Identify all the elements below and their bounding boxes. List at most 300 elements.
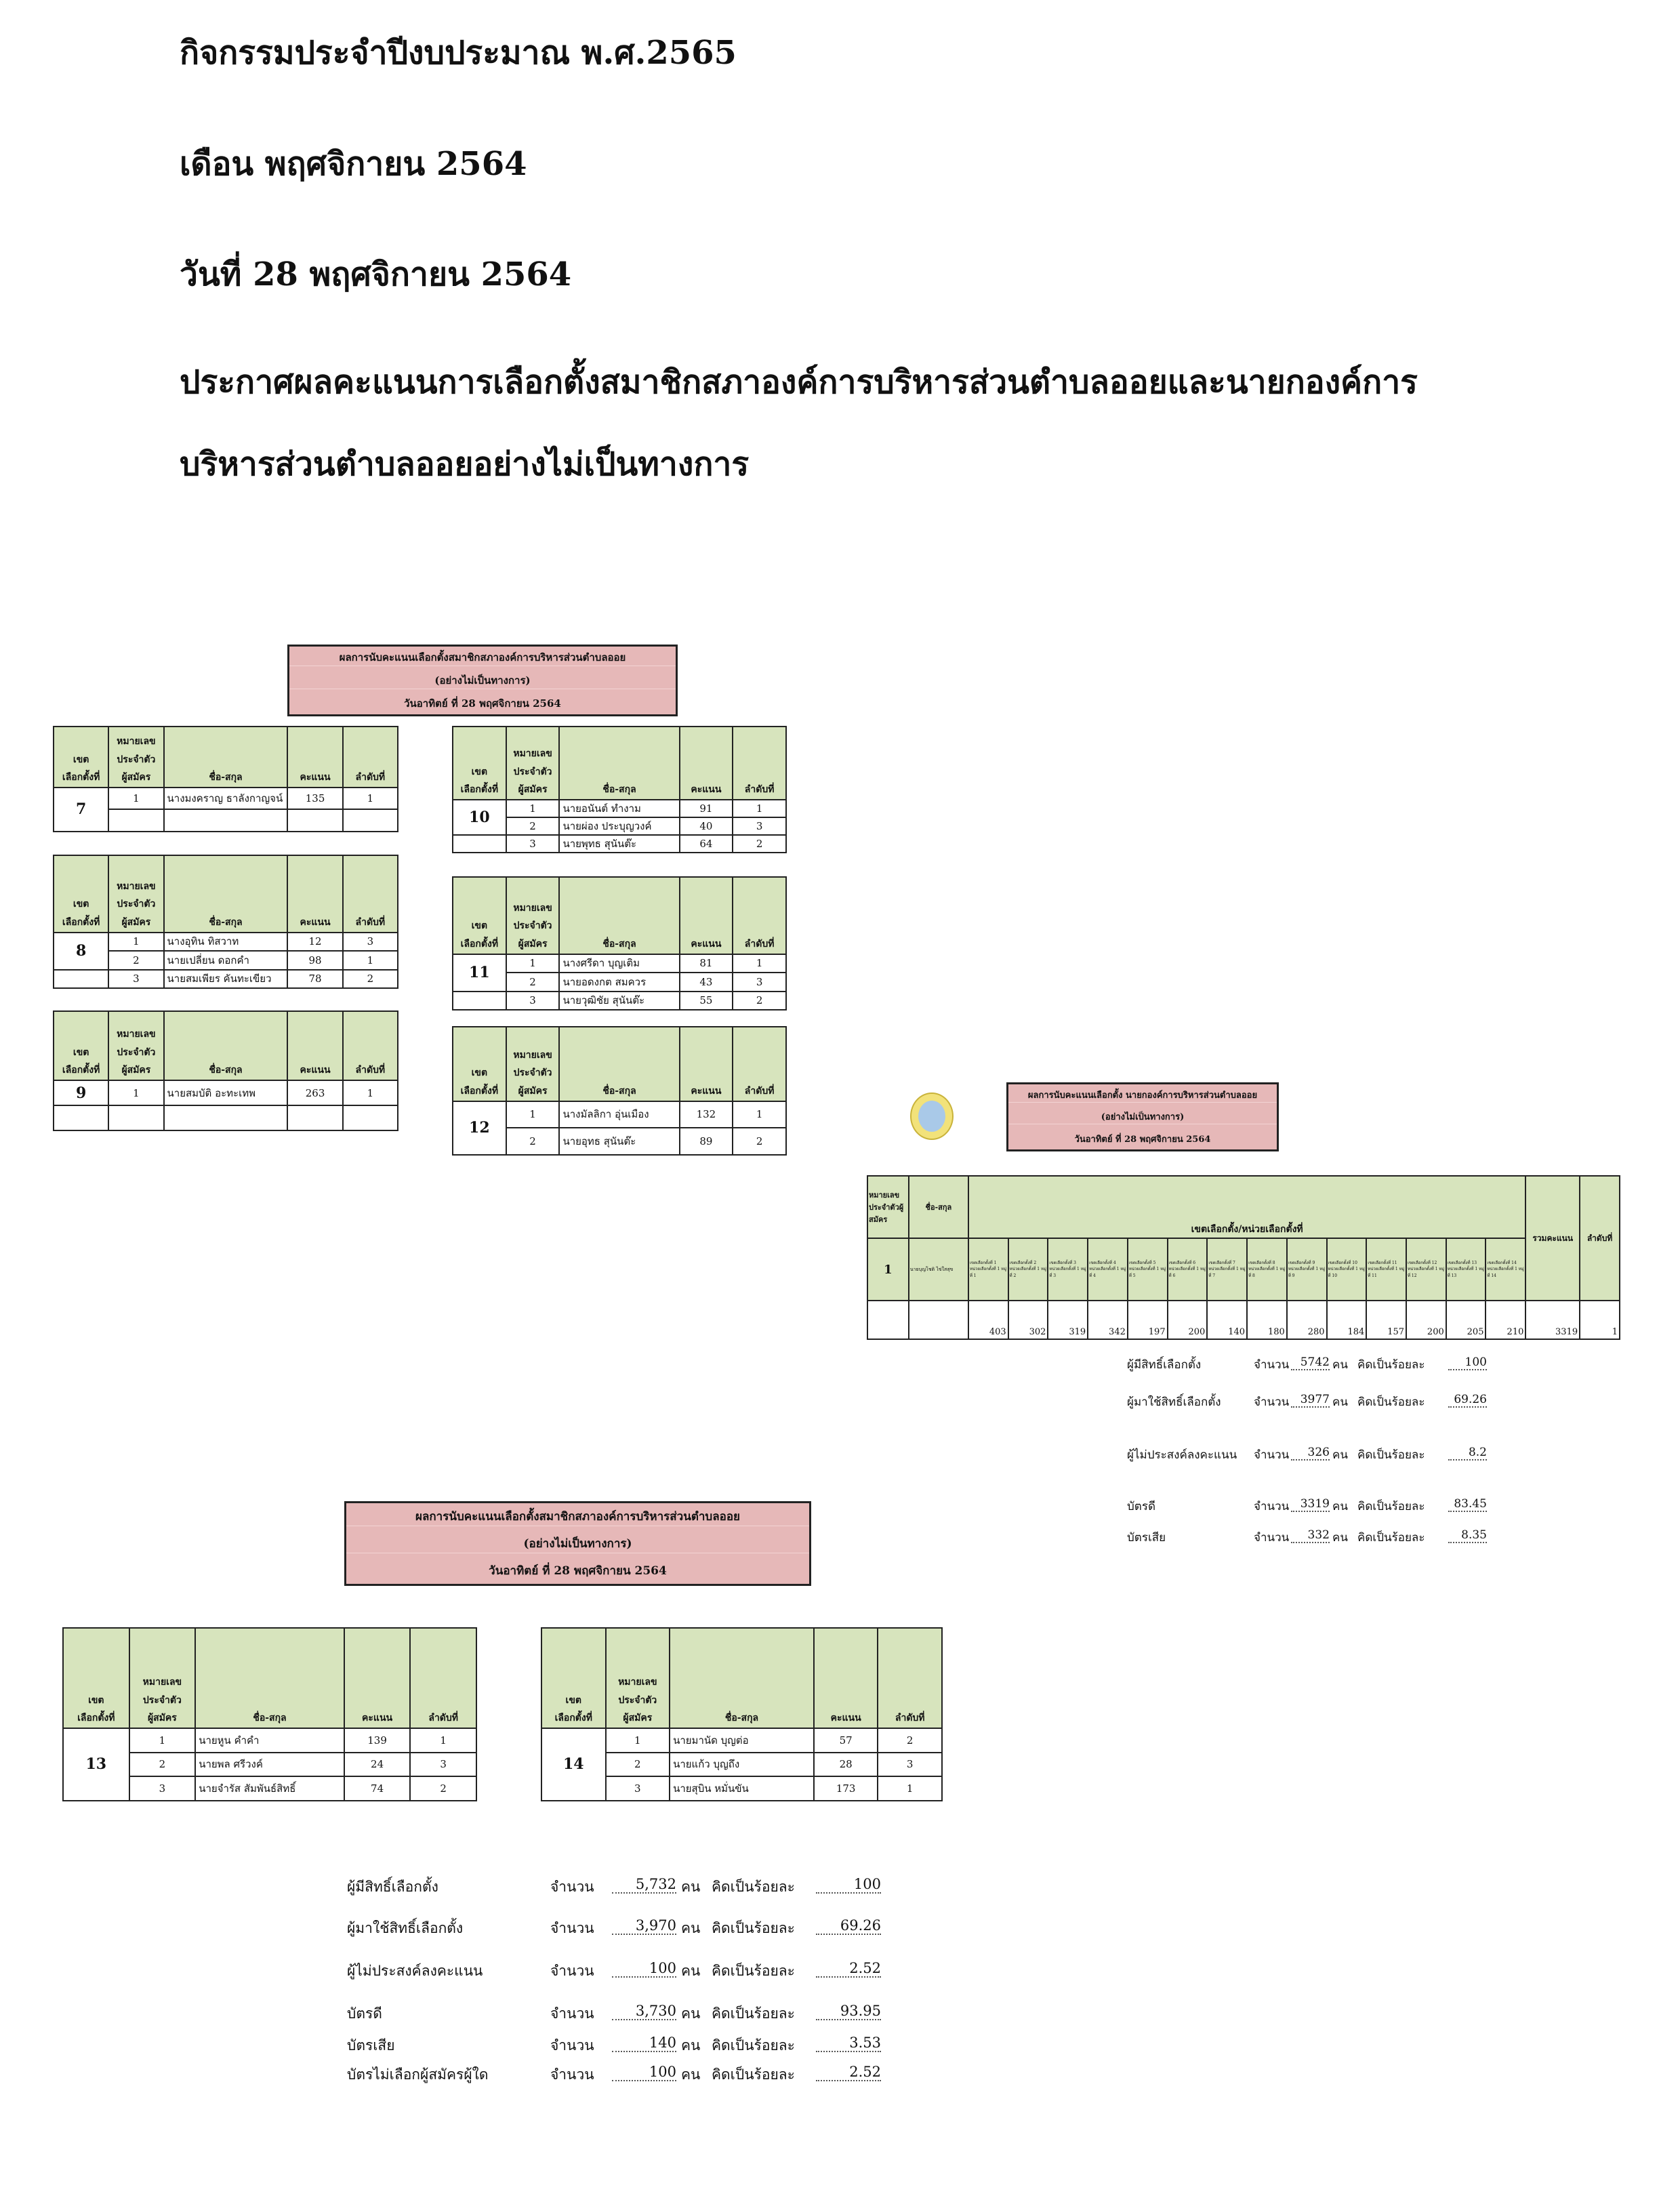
column-header: ลำดับที่ xyxy=(410,1628,476,1728)
column-header: คะแนน xyxy=(680,1027,733,1101)
table-header-row xyxy=(54,1011,398,1080)
page-heading-announcement: ประกาศผลคะแนนการเลือกตั้งสมาชิกสภาองค์การบริหารส่วนตำบลออยและนายกองค์การ xyxy=(180,363,1418,401)
header-polling-units: เขตเลือกตั้ง/หน่วยเลือกตั้งที่ xyxy=(968,1176,1525,1238)
candidate-votes: 24 xyxy=(344,1753,411,1777)
people-label: คน xyxy=(1332,1395,1348,1409)
column-header: ลำดับที่ xyxy=(878,1628,942,1728)
table-row xyxy=(54,1080,398,1105)
candidate-number: 3 xyxy=(606,1776,670,1801)
table-header-row xyxy=(54,855,398,933)
people-label: คน xyxy=(681,2037,701,2054)
title-line: (อย่างไม่เป็นทางการ) xyxy=(289,672,676,689)
district-number: 10 xyxy=(453,800,506,835)
candidate-rank: 1 xyxy=(343,1080,398,1105)
count-label: จำนวน xyxy=(550,2005,594,2022)
district-cell-empty xyxy=(54,970,108,988)
column-header: ลำดับที่ xyxy=(733,1027,786,1101)
candidate-number: 3 xyxy=(108,970,163,988)
candidate-rank: 1 xyxy=(733,1101,786,1128)
candidate-rank: 1 xyxy=(343,788,398,810)
council-district-table xyxy=(452,726,787,853)
column-header: ชื่อ-สกุล xyxy=(195,1628,344,1728)
stat-label: ผู้มีสิทธิ์เลือกตั้ง xyxy=(347,1879,438,1895)
table-row xyxy=(54,933,398,951)
count-label: จำนวน xyxy=(550,2037,594,2054)
stat-percent: 100 xyxy=(1448,1355,1487,1370)
column-header: คะแนน xyxy=(814,1628,878,1728)
polling-unit-votes: 319 xyxy=(1048,1301,1088,1339)
column-header: คะแนน xyxy=(680,727,733,800)
stat-label: ผู้ไม่ประสงค์ลงคะแนน xyxy=(1127,1448,1237,1462)
candidate-votes: 98 xyxy=(287,951,342,969)
stat-value: 100 xyxy=(612,1960,676,1978)
district-number: 7 xyxy=(54,788,108,832)
candidate-rank: 1 xyxy=(733,800,786,817)
stat-percent: 8.35 xyxy=(1448,1528,1487,1543)
polling-unit-label: เขตเลือกตั้งที่ 9 หน่วยเลือกตั้งที่ 1 หมู่ที่ 9 xyxy=(1287,1238,1327,1301)
page-heading-month: เดือน พฤศจิกายน 2564 xyxy=(180,145,527,183)
header-candidate-number: หมายเลขประจำตัวผู้สมัคร xyxy=(867,1176,909,1238)
stat-label: บัตรดี xyxy=(347,2005,382,2022)
council-stat-row xyxy=(0,2064,1680,2085)
district-cell-empty xyxy=(453,835,506,853)
stat-label: ผู้มาใช้สิทธิ์เลือกตั้ง xyxy=(1127,1395,1221,1409)
people-label: คน xyxy=(1332,1448,1348,1462)
candidate-name: นายจำรัส สัมพันธ์สิทธิ์ xyxy=(195,1776,344,1801)
table-row xyxy=(453,835,786,853)
polling-unit-label: เขตเลือกตั้งที่ 10 หน่วยเลือกตั้งที่ 1 หมู่ที่ 10 xyxy=(1327,1238,1367,1301)
candidate-name: นายพล ศรีวงค์ xyxy=(195,1753,344,1777)
candidate-votes: 40 xyxy=(680,817,733,835)
stat-percent: 93.95 xyxy=(816,2003,881,2020)
column-header: ลำดับที่ xyxy=(733,727,786,800)
empty-cell xyxy=(909,1301,968,1339)
district-number: 13 xyxy=(63,1728,129,1801)
district-number: 14 xyxy=(541,1728,606,1801)
percent-label: คิดเป็นร้อยละ xyxy=(1357,1500,1425,1513)
candidate-votes: 132 xyxy=(680,1101,733,1128)
title-line: ผลการนับคะแนนเลือกตั้ง นายกองค์การบริหารส่วนตำบลออย xyxy=(1008,1088,1277,1103)
people-label: คน xyxy=(681,2066,701,2083)
column-header: ชื่อ-สกุล xyxy=(164,855,288,933)
candidate-number: 2 xyxy=(506,1128,560,1155)
council-stat-row xyxy=(0,1876,1680,1897)
polling-unit-label: เขตเลือกตั้งที่ 14 หน่วยเลือกตั้งที่ 1 หมู่ที่ 14 xyxy=(1486,1238,1525,1301)
candidate-votes xyxy=(287,809,342,832)
polling-unit-label: เขตเลือกตั้งที่ 6 หน่วยเลือกตั้งที่ 1 หมู่ที่ 6 xyxy=(1168,1238,1208,1301)
candidate-name: นายอดงกต สมควร xyxy=(559,973,679,991)
candidate-rank: 1 xyxy=(878,1776,942,1801)
polling-unit-label: เขตเลือกตั้งที่ 12 หน่วยเลือกตั้งที่ 1 หมู่ที่ 12 xyxy=(1406,1238,1446,1301)
title-line: วันอาทิตย์ ที่ 28 พฤศจิกายน 2564 xyxy=(489,1564,667,1578)
polling-unit-label: เขตเลือกตั้งที่ 2 หน่วยเลือกตั้งที่ 1 หมู่ที่ 2 xyxy=(1008,1238,1048,1301)
council-stat-row xyxy=(0,2003,1680,2024)
candidate-rank: 2 xyxy=(878,1728,942,1753)
column-header: ชื่อ-สกุล xyxy=(164,1011,288,1080)
mayor-stat-row xyxy=(0,1497,1680,1515)
column-header: คะแนน xyxy=(680,877,733,954)
title-line: (อย่างไม่เป็นทางการ) xyxy=(346,1534,809,1553)
candidate-number xyxy=(108,1105,163,1130)
table-row xyxy=(54,1105,398,1130)
candidate-rank: 3 xyxy=(733,817,786,835)
polling-unit-label: เขตเลือกตั้งที่ 5 หน่วยเลือกตั้งที่ 1 หมู่ที่ 5 xyxy=(1128,1238,1168,1301)
column-header: เขต เลือกตั้งที่ xyxy=(54,1011,108,1080)
mayor-stat-row xyxy=(0,1393,1680,1411)
candidate-number: 2 xyxy=(108,951,163,969)
column-header: เขต เลือกตั้งที่ xyxy=(453,1027,506,1101)
council-district-table xyxy=(53,1010,398,1131)
table-header-row xyxy=(453,877,786,954)
column-header: ลำดับที่ xyxy=(343,855,398,933)
stat-percent: 100 xyxy=(816,1876,881,1894)
candidate-number: 1 xyxy=(129,1728,196,1753)
candidate-number: 3 xyxy=(506,835,560,853)
table-header-row xyxy=(541,1628,942,1728)
polling-unit-votes: 342 xyxy=(1088,1301,1128,1339)
table-row xyxy=(54,970,398,988)
candidate-rank: 2 xyxy=(343,970,398,988)
polling-unit-label: เขตเลือกตั้งที่ 7 หน่วยเลือกตั้งที่ 1 หมู่ที่ 7 xyxy=(1207,1238,1247,1301)
mayor-stat-row xyxy=(0,1355,1680,1374)
candidate-name: นายสมเพียร คันทะเขียว xyxy=(164,970,288,988)
column-header: หมายเลข ประจำตัว ผู้สมัคร xyxy=(129,1628,196,1728)
polling-unit-votes: 200 xyxy=(1406,1301,1446,1339)
candidate-votes: 173 xyxy=(814,1776,878,1801)
mayor-results-table xyxy=(867,1175,1620,1340)
column-header: ชื่อ-สกุล xyxy=(559,1027,679,1101)
title-line: (อย่างไม่เป็นทางการ) xyxy=(1008,1109,1277,1124)
candidate-votes: 64 xyxy=(680,835,733,853)
candidate-rank: 2 xyxy=(410,1776,476,1801)
candidate-number: 2 xyxy=(506,817,560,835)
percent-label: คิดเป็นร้อยละ xyxy=(712,1920,795,1936)
stat-value: 100 xyxy=(612,2064,676,2081)
column-header: คะแนน xyxy=(344,1628,411,1728)
candidate-name: นายพุทธ สุนันต๊ะ xyxy=(559,835,679,853)
polling-unit-votes: 205 xyxy=(1446,1301,1486,1339)
mayor-stat-row xyxy=(0,1446,1680,1464)
mayor-votes-row xyxy=(867,1301,1620,1339)
people-label: คน xyxy=(681,1963,701,1979)
candidate-votes: 57 xyxy=(814,1728,878,1753)
council-district-table xyxy=(452,1026,787,1156)
candidate-rank: 1 xyxy=(343,951,398,969)
council-results-title-box xyxy=(287,645,678,716)
count-label: จำนวน xyxy=(550,1879,594,1895)
title-line: วันอาทิตย์ ที่ 28 พฤศจิกายน 2564 xyxy=(404,697,561,710)
candidate-number: 2 xyxy=(506,973,560,991)
polling-unit-label: เขตเลือกตั้งที่ 11 หน่วยเลือกตั้งที่ 1 หมู่ที่ 11 xyxy=(1366,1238,1406,1301)
column-header: เขต เลือกตั้งที่ xyxy=(453,727,506,800)
candidate-votes: 263 xyxy=(287,1080,342,1105)
polling-unit-label: เขตเลือกตั้งที่ 8 หน่วยเลือกตั้งที่ 1 หมู่ที่ 8 xyxy=(1247,1238,1287,1301)
people-label: คน xyxy=(681,2005,701,2022)
table-header-row xyxy=(63,1628,476,1728)
candidate-votes: 139 xyxy=(344,1728,411,1753)
percent-label: คิดเป็นร้อยละ xyxy=(712,2037,795,2054)
council-stat-row xyxy=(0,2035,1680,2056)
candidate-rank: 1 xyxy=(733,954,786,973)
header-name: ชื่อ-สกุล xyxy=(909,1176,968,1238)
stat-percent: 3.53 xyxy=(816,2035,881,2052)
stat-label: ผู้มาใช้สิทธิ์เลือกตั้ง xyxy=(347,1920,464,1936)
candidate-name: นางมัลลิกา อุ่นเมือง xyxy=(559,1101,679,1128)
table-row xyxy=(541,1728,942,1753)
stat-value: 140 xyxy=(612,2035,676,2052)
candidate-name: นายมานัด บุญต่อ xyxy=(670,1728,814,1753)
page-heading-fiscal-year: กิจกรรมประจำปีงบประมาณ พ.ศ.2565 xyxy=(180,34,737,72)
candidate-number: 3 xyxy=(129,1776,196,1801)
district-cell-empty xyxy=(54,1105,108,1130)
stat-value: 3,730 xyxy=(612,2003,676,2020)
column-header: ชื่อ-สกุล xyxy=(559,877,679,954)
column-header: คะแนน xyxy=(287,1011,342,1080)
stat-value: 5742 xyxy=(1291,1355,1330,1370)
stat-label: ผู้มีสิทธิ์เลือกตั้ง xyxy=(1127,1358,1202,1372)
candidate-name: นายสุบิน หมั่นขัน xyxy=(670,1776,814,1801)
candidate-number: 1 xyxy=(506,1101,560,1128)
column-header: คะแนน xyxy=(287,855,342,933)
candidate-rank: 3 xyxy=(878,1753,942,1777)
district-cell-empty xyxy=(453,992,506,1010)
candidate-votes: 12 xyxy=(287,933,342,951)
candidate-number xyxy=(108,809,163,832)
candidate-rank: 1 xyxy=(410,1728,476,1753)
stat-value: 332 xyxy=(1291,1528,1330,1543)
organization-seal-logo xyxy=(910,1092,954,1140)
candidate-name xyxy=(164,1105,288,1130)
candidate-number: 2 xyxy=(129,1753,196,1777)
column-header: ลำดับที่ xyxy=(343,1011,398,1080)
count-label: จำนวน xyxy=(1254,1531,1290,1545)
stat-value: 3319 xyxy=(1291,1497,1330,1512)
stat-percent: 69.26 xyxy=(816,1917,881,1935)
council-district-table xyxy=(62,1627,477,1801)
candidate-votes xyxy=(287,1105,342,1130)
column-header: ลำดับที่ xyxy=(343,727,398,788)
candidate-rank: 3 xyxy=(733,973,786,991)
district-number: 12 xyxy=(453,1101,506,1155)
mayor-stat-row xyxy=(0,1528,1680,1547)
page-heading-date: วันที่ 28 พฤศจิกายน 2564 xyxy=(180,256,572,293)
candidate-number: 1 xyxy=(506,954,560,973)
candidate-rank: 3 xyxy=(410,1753,476,1777)
polling-unit-label: เขตเลือกตั้งที่ 3 หน่วยเลือกตั้งที่ 1 หมู่ที่ 3 xyxy=(1048,1238,1088,1301)
stat-label: บัตรดี xyxy=(1127,1500,1156,1513)
candidate-number: 1 xyxy=(108,788,163,810)
polling-unit-votes: 184 xyxy=(1327,1301,1367,1339)
candidate-votes: 135 xyxy=(287,788,342,810)
candidate-name: นายอุทธ สุนันต๊ะ xyxy=(559,1128,679,1155)
candidate-name: นางอุทิน ทิสวาท xyxy=(164,933,288,951)
people-label: คน xyxy=(681,1879,701,1895)
title-line: วันอาทิตย์ ที่ 28 พฤศจิกายน 2564 xyxy=(1074,1134,1211,1145)
table-row xyxy=(453,954,786,973)
column-header: หมายเลข ประจำตัว ผู้สมัคร xyxy=(108,1011,163,1080)
council-district-table xyxy=(53,726,398,832)
mayor-results-title-box xyxy=(1006,1082,1279,1151)
column-header: เขต เลือกตั้งที่ xyxy=(54,727,108,788)
column-header: หมายเลข ประจำตัว ผู้สมัคร xyxy=(506,727,560,800)
candidate-rank: 2 xyxy=(733,992,786,1010)
candidate-votes: 43 xyxy=(680,973,733,991)
column-header: ชื่อ-สกุล xyxy=(559,727,679,800)
column-header: คะแนน xyxy=(287,727,342,788)
column-header: ชื่อ-สกุล xyxy=(670,1628,814,1728)
count-label: จำนวน xyxy=(1254,1500,1290,1513)
count-label: จำนวน xyxy=(550,1963,594,1979)
candidate-name: นายสมบัติ อะทะเทพ xyxy=(164,1080,288,1105)
page-heading-announcement-cont: บริหารส่วนตำบลออยอย่างไม่เป็นทางการ xyxy=(180,445,750,483)
column-header: หมายเลข ประจำตัว ผู้สมัคร xyxy=(108,855,163,933)
stat-percent: 83.45 xyxy=(1448,1497,1487,1512)
polling-unit-votes: 140 xyxy=(1207,1301,1247,1339)
rank: 1 xyxy=(1580,1301,1620,1339)
column-header: ชื่อ-สกุล xyxy=(164,727,288,788)
district-number: 9 xyxy=(54,1080,108,1105)
table-header-row xyxy=(54,727,398,788)
column-header: หมายเลข ประจำตัว ผู้สมัคร xyxy=(108,727,163,788)
mayor-candidate-row xyxy=(867,1238,1620,1301)
people-label: คน xyxy=(1332,1500,1348,1513)
candidate-number: 1 xyxy=(108,933,163,951)
table-row xyxy=(453,992,786,1010)
stat-label: บัตรเสีย xyxy=(347,2037,395,2054)
candidate-name: นางมงคราญ ธาลังกาญจน์ xyxy=(164,788,288,810)
table-row xyxy=(63,1728,476,1753)
district-number: 8 xyxy=(54,933,108,970)
candidate-votes: 55 xyxy=(680,992,733,1010)
column-header: เขต เลือกตั้งที่ xyxy=(453,877,506,954)
polling-unit-votes: 302 xyxy=(1008,1301,1048,1339)
column-header: หมายเลข ประจำตัว ผู้สมัคร xyxy=(506,1027,560,1101)
polling-unit-votes: 157 xyxy=(1366,1301,1406,1339)
candidate-name: นางศรีดา บุญเติม xyxy=(559,954,679,973)
column-header: หมายเลข ประจำตัว ผู้สมัคร xyxy=(606,1628,670,1728)
stat-value: 3,970 xyxy=(612,1917,676,1935)
polling-unit-votes: 197 xyxy=(1128,1301,1168,1339)
candidate-votes: 28 xyxy=(814,1753,878,1777)
table-header-row xyxy=(453,727,786,800)
candidate-number: 2 xyxy=(606,1753,670,1777)
candidate-number: 1 xyxy=(506,800,560,817)
district-number: 11 xyxy=(453,954,506,992)
column-header: เขต เลือกตั้งที่ xyxy=(63,1628,129,1728)
candidate-number: 1 xyxy=(606,1728,670,1753)
people-label: คน xyxy=(1332,1531,1348,1545)
polling-unit-label: เขตเลือกตั้งที่ 1 หน่วยเลือกตั้งที่ 1 หมู่ที่ 1 xyxy=(968,1238,1008,1301)
council-district-table xyxy=(452,876,787,1010)
percent-label: คิดเป็นร้อยละ xyxy=(712,1879,795,1895)
candidate-name: นายอนันต์ ทำงาม xyxy=(559,800,679,817)
stat-percent: 69.26 xyxy=(1448,1393,1487,1408)
candidate-rank xyxy=(343,809,398,832)
candidate-number: 1 xyxy=(108,1080,163,1105)
percent-label: คิดเป็นร้อยละ xyxy=(1357,1358,1425,1372)
people-label: คน xyxy=(681,1920,701,1936)
council-district-table xyxy=(541,1627,943,1801)
stat-value: 326 xyxy=(1291,1446,1330,1461)
council-district-table xyxy=(53,855,398,989)
candidate-name: นายวุฒิชัย สุนันต๊ะ xyxy=(559,992,679,1010)
stat-label: บัตรเสีย xyxy=(1127,1531,1166,1545)
candidate-votes: 89 xyxy=(680,1128,733,1155)
count-label: จำนวน xyxy=(1254,1448,1290,1462)
candidate-name: นายแก้ว บุญถึง xyxy=(670,1753,814,1777)
column-header: หมายเลข ประจำตัว ผู้สมัคร xyxy=(506,877,560,954)
stat-percent: 2.52 xyxy=(816,1960,881,1978)
candidate-name: นายบุญโชติ ไข่ใสสุข xyxy=(909,1238,968,1301)
stat-value: 3977 xyxy=(1291,1393,1330,1408)
candidate-number: 3 xyxy=(506,992,560,1010)
header-rank: ลำดับที่ xyxy=(1580,1176,1620,1301)
candidate-votes: 74 xyxy=(344,1776,411,1801)
candidate-number: 1 xyxy=(867,1238,909,1301)
polling-unit-votes: 180 xyxy=(1247,1301,1287,1339)
candidate-votes: 78 xyxy=(287,970,342,988)
header-total-votes: รวมคะแนน xyxy=(1525,1176,1580,1301)
percent-label: คิดเป็นร้อยละ xyxy=(712,2005,795,2022)
percent-label: คิดเป็นร้อยละ xyxy=(1357,1531,1425,1545)
total-votes: 3319 xyxy=(1525,1301,1580,1339)
polling-unit-votes: 280 xyxy=(1287,1301,1327,1339)
mayor-header-row xyxy=(867,1176,1620,1238)
people-label: คน xyxy=(1332,1358,1348,1372)
count-label: จำนวน xyxy=(550,1920,594,1936)
candidate-name: นายหูน คำคำ xyxy=(195,1728,344,1753)
candidate-name xyxy=(164,809,288,832)
stat-percent: 2.52 xyxy=(816,2064,881,2081)
column-header: เขต เลือกตั้งที่ xyxy=(54,855,108,933)
candidate-name: นายผ่อง ประบุญวงค์ xyxy=(559,817,679,835)
column-header: เขต เลือกตั้งที่ xyxy=(541,1628,606,1728)
percent-label: คิดเป็นร้อยละ xyxy=(1357,1448,1425,1462)
polling-unit-label: เขตเลือกตั้งที่ 4 หน่วยเลือกตั้งที่ 1 หมู่ที่ 4 xyxy=(1088,1238,1128,1301)
stat-label: ผู้ไม่ประสงค์ลงคะแนน xyxy=(347,1963,483,1979)
polling-unit-votes: 200 xyxy=(1168,1301,1208,1339)
count-label: จำนวน xyxy=(1254,1358,1290,1372)
candidate-name: นายเปลี่ยน ดอกคำ xyxy=(164,951,288,969)
count-label: จำนวน xyxy=(1254,1395,1290,1409)
table-row xyxy=(453,800,786,817)
empty-cell xyxy=(867,1301,909,1339)
percent-label: คิดเป็นร้อยละ xyxy=(712,1963,795,1979)
table-header-row xyxy=(453,1027,786,1101)
title-line: ผลการนับคะแนนเลือกตั้งสมาชิกสภาองค์การบริหารส่วนตำบลออย xyxy=(346,1507,809,1526)
candidate-rank xyxy=(343,1105,398,1130)
table-row xyxy=(453,1101,786,1128)
stat-value: 5,732 xyxy=(612,1876,676,1894)
stat-percent: 8.2 xyxy=(1448,1446,1487,1461)
percent-label: คิดเป็นร้อยละ xyxy=(712,2066,795,2083)
percent-label: คิดเป็นร้อยละ xyxy=(1357,1395,1425,1409)
polling-unit-votes: 210 xyxy=(1486,1301,1525,1339)
stat-label: บัตรไม่เลือกผู้สมัครผู้ใด xyxy=(347,2066,489,2083)
column-header: ลำดับที่ xyxy=(733,877,786,954)
polling-unit-votes: 403 xyxy=(968,1301,1008,1339)
title-line: ผลการนับคะแนนเลือกตั้งสมาชิกสภาองค์การบริหารส่วนตำบลออย xyxy=(289,649,676,666)
candidate-rank: 2 xyxy=(733,835,786,853)
polling-unit-label: เขตเลือกตั้งที่ 13 หน่วยเลือกตั้งที่ 1 หมู่ที่ 13 xyxy=(1446,1238,1486,1301)
candidate-rank: 3 xyxy=(343,933,398,951)
council-stat-row xyxy=(0,1917,1680,1938)
count-label: จำนวน xyxy=(550,2066,594,2083)
candidate-votes: 81 xyxy=(680,954,733,973)
table-row xyxy=(54,788,398,810)
council-stat-row xyxy=(0,1960,1680,1981)
candidate-rank: 2 xyxy=(733,1128,786,1155)
